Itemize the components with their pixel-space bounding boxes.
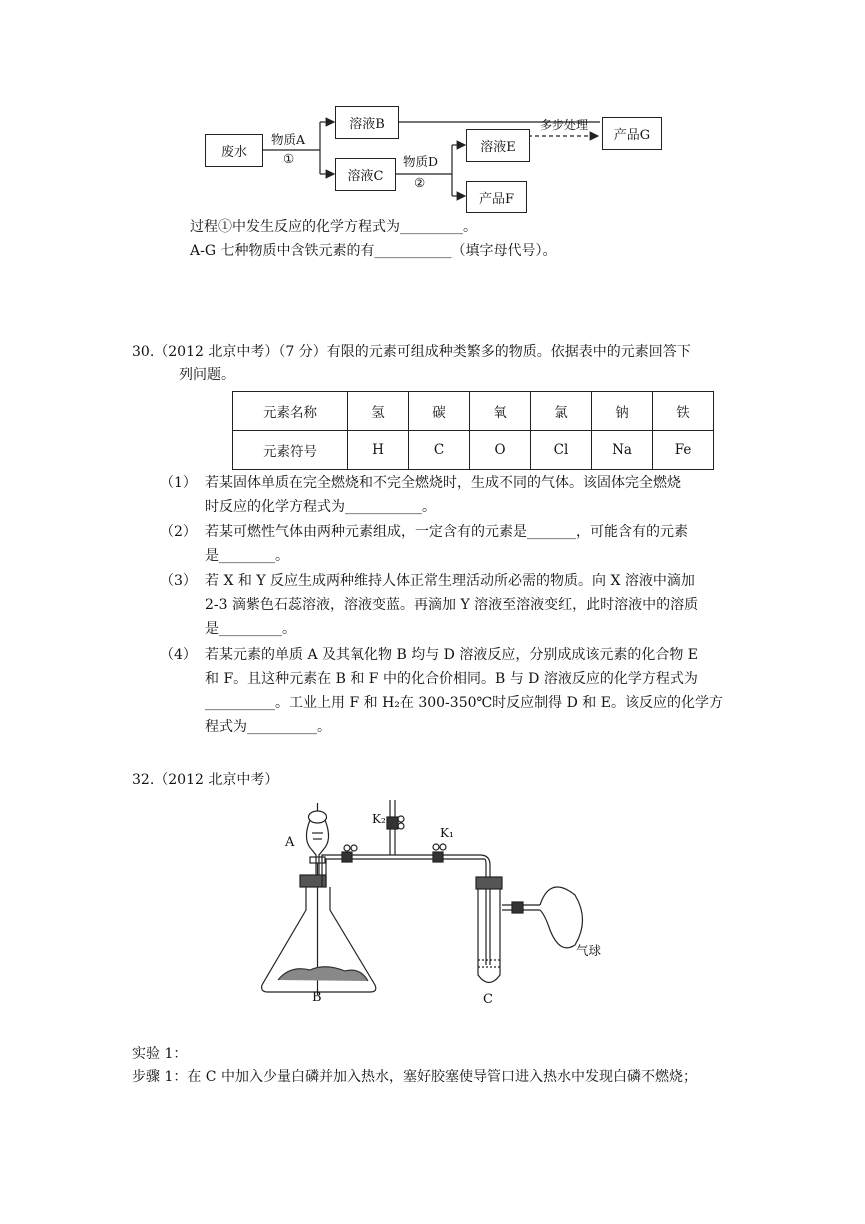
table-cell: 氧 bbox=[470, 392, 531, 431]
item-line: 2-3 滴紫色石蕊溶液，溶液变蓝。再滴加 Y 溶液至溶液变红，此时溶液中的溶质 bbox=[205, 597, 699, 613]
product-g-label: 产品G bbox=[613, 128, 651, 143]
experiment-step1: 步骤 1：在 C 中加入少量白磷并加入热水，塞好胶塞使导管口进入热水中发现白磷不燃烧； bbox=[132, 1069, 697, 1085]
label-k1: K₁ bbox=[440, 826, 454, 840]
solution-e-box bbox=[466, 129, 530, 162]
table-cell: Na bbox=[592, 431, 653, 470]
table-cell: H bbox=[348, 431, 409, 470]
item-line: 是________。 bbox=[205, 548, 289, 564]
table-cell: Cl bbox=[531, 431, 592, 470]
solution-b-box bbox=[335, 106, 399, 139]
multi-step-label: 多步处理 bbox=[540, 118, 589, 132]
item-line: __________。工业上用 F 和 H₂在 300-350℃时反应制得 D 和 E。该反应的化学方 bbox=[205, 695, 723, 711]
item-line: 若某固体单质在完全燃烧和不完全燃烧时，生成不同的气体。该固体完全燃烧 bbox=[205, 475, 681, 491]
q30-item1-number: （1） bbox=[160, 475, 197, 491]
q30-item1 bbox=[205, 471, 740, 519]
table-cell: Fe bbox=[653, 431, 714, 470]
table-row bbox=[233, 431, 714, 470]
header-name-cell: 元素名称 bbox=[233, 392, 348, 431]
item-line: 时反应的化学方程式为___________。 bbox=[205, 499, 436, 515]
table-row bbox=[233, 392, 714, 431]
label-c: C bbox=[483, 992, 493, 1007]
item-line: 若某可燃性气体由两种元素组成，一定含有的元素是_______，可能含有的元素 bbox=[205, 524, 688, 540]
waste-water-label: 废水 bbox=[220, 145, 247, 160]
label-a: A bbox=[285, 835, 295, 850]
product-f-label: 产品F bbox=[478, 191, 515, 207]
table-cell: 氢 bbox=[348, 392, 409, 431]
solution-e-label: 溶液E bbox=[480, 140, 516, 155]
step1-label: ① bbox=[283, 151, 295, 166]
item-line: 若 X 和 Y 反应生成两种维持人体正常生理活动所必需的物质。向 X 溶液中滴加 bbox=[205, 573, 695, 589]
table-cell: O bbox=[470, 431, 531, 470]
label-balloon: 气球 bbox=[576, 943, 602, 958]
solution-b-label: 溶液B bbox=[349, 117, 385, 132]
item-line: 若某元素的单质 A 及其氧化物 B 均与 D 溶液反应，分别成成该元素的化合物 E bbox=[205, 647, 698, 663]
q32-title: 32.（2012 北京中考） bbox=[132, 772, 279, 788]
item-line: 是_________。 bbox=[205, 621, 296, 637]
table-cell: 氯 bbox=[531, 392, 592, 431]
q30-item4 bbox=[205, 643, 740, 739]
q29-line2: A-G 七种物质中含铁元素的有___________（填字母代号）。 bbox=[190, 243, 557, 259]
table-cell: 铁 bbox=[653, 392, 714, 431]
q30-item3 bbox=[205, 569, 740, 641]
item-line: 和 F。且这种元素在 B 和 F 中的化合价相同。B 与 D 溶液反应的化学方程式为 bbox=[205, 671, 698, 687]
solution-c-box bbox=[335, 158, 396, 191]
flow-arrows bbox=[0, 0, 865, 230]
waste-water-box bbox=[205, 134, 263, 167]
experiment-title: 实验 1： bbox=[132, 1046, 188, 1062]
product-f-box bbox=[466, 181, 527, 213]
substance-a-label: 物质A bbox=[271, 132, 306, 147]
table-cell: 碳 bbox=[409, 392, 470, 431]
item-line: 程式为__________。 bbox=[205, 719, 331, 735]
header-symbol-cell: 元素符号 bbox=[233, 431, 348, 470]
q30-item2-number: （2） bbox=[160, 524, 197, 540]
substance-d-label: 物质D bbox=[403, 154, 439, 169]
q30-intro-line2: 列问题。 bbox=[179, 367, 235, 383]
q30-item4-number: （4） bbox=[160, 647, 197, 663]
solution-c-label: 溶液C bbox=[347, 169, 384, 184]
q29-line1: 过程①中发生反应的化学方程式为_________。 bbox=[190, 219, 477, 235]
q30-intro-line1: 30.（2012 北京中考）（7 分）有限的元素可组成种类繁多的物质。依据表中的元素回答下 bbox=[132, 344, 691, 360]
q30-item3-number: （3） bbox=[160, 573, 197, 589]
step2-label: ② bbox=[414, 175, 426, 190]
element-table bbox=[232, 391, 714, 470]
table-cell: C bbox=[409, 431, 470, 470]
q30-item2 bbox=[205, 520, 740, 568]
table-cell: 钠 bbox=[592, 392, 653, 431]
apparatus-diagram bbox=[250, 795, 610, 1035]
product-g-box bbox=[602, 117, 662, 150]
label-b: B bbox=[312, 990, 322, 1005]
label-k2: K₂ bbox=[372, 812, 386, 826]
